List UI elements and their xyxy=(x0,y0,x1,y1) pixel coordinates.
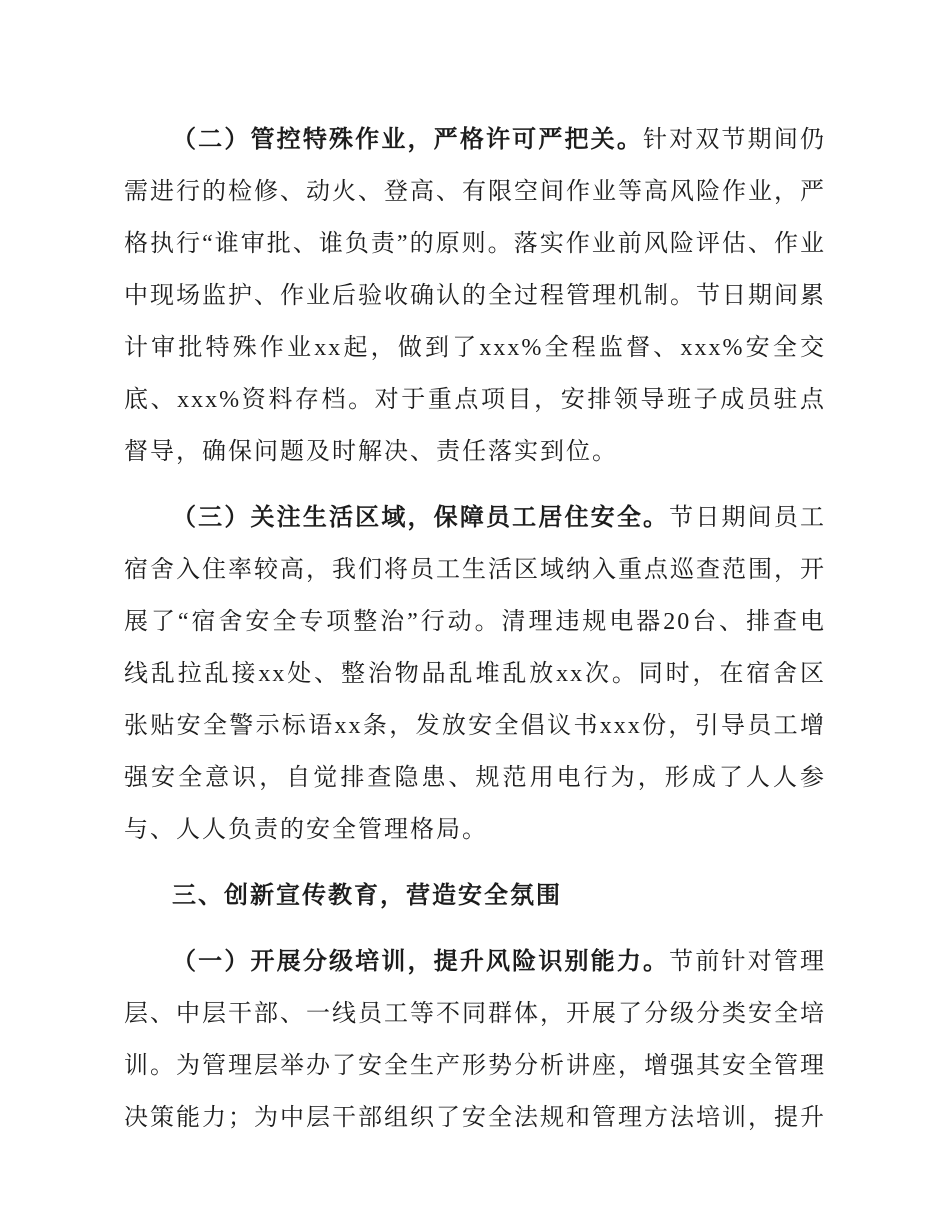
paragraph-lead-living-area: （三）关注生活区域，保障员工居住安全。 xyxy=(172,504,670,531)
paragraph-text-living-area: 节日期间员工宿舍入住率较高，我们将员工生活区域纳入重点巡查范围，开展了“宿舍安全专项整治”行动。清理违规电器20台、排查电线乱拉乱接xx处、整治物品乱堆乱放xx次。同时，在宿舍区张贴安全警示标语xx条，发放安全倡议书xxx份，引导员工增强安全意识，自觉排查隐患、规范用电行为，形成了人人参与、人人负责的安全管理格局。 xyxy=(124,505,827,843)
paragraph-lead-training: （一）开展分级培训，提升风险识别能力。 xyxy=(172,948,670,975)
paragraph-living-area xyxy=(124,492,826,856)
paragraph-training xyxy=(124,936,826,1144)
paragraph-text-training: 节前针对管理层、中层干部、一线员工等不同群体，开展了分级分类安全培训。为管理层举办了安全生产形势分析讲座，增强其安全管理决策能力；为中层干部组织了安全法规和管理方法培训，提升 xyxy=(124,949,827,1131)
paragraph-lead-special-operations: （二）管控特殊作业，严格许可严把关。 xyxy=(172,126,643,153)
paragraph-text-special-operations: 针对双节期间仍需进行的检修、动火、登高、有限空间作业等高风险作业，严格执行“谁审批、谁负责”的原则。落实作业前风险评估、作业中现场监护、作业后验收确认的全过程管理机制。节日期间累计审批特殊作业xx起，做到了xxx%全程监督、xxx%安全交底、xxx%资料存档。对于重点项目，安排领导班子成员驻点督导，确保问题及时解决、责任落实到位。 xyxy=(124,127,826,465)
section-heading-publicity-education: 三、创新宣传教育，营造安全氛围 xyxy=(172,882,562,909)
paragraph-special-operations xyxy=(124,114,826,478)
